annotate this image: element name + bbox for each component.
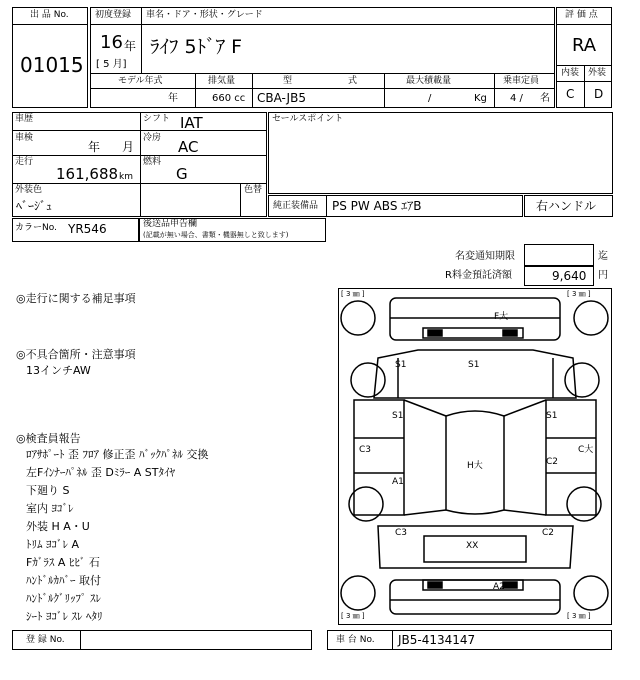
inspection-label: 車検 xyxy=(15,133,34,143)
mileage-value: 161,688 xyxy=(56,165,119,183)
inspector-heading: ◎検査員報告 xyxy=(16,432,81,445)
shift-value: IAT xyxy=(180,114,203,132)
type-label: 型 xyxy=(283,76,293,86)
inspector-line: Fｶﾞﾗｽ A ﾋﾋﾞ 石 xyxy=(26,556,100,569)
inspection-month-unit: 月 xyxy=(122,140,135,154)
car-diagram xyxy=(338,288,612,625)
capacity-value: 4 / xyxy=(510,93,523,104)
car-name-label: 車名・ドア・形状・グレード xyxy=(146,10,263,20)
mark-hood-mid: S1 xyxy=(468,360,480,370)
fuel-label: 燃料 xyxy=(143,157,162,167)
defects-heading: ◎不具合箇所・注意事項 xyxy=(16,348,136,361)
model-year-label: モデル年式 xyxy=(118,76,163,86)
mark-door-left: A1 xyxy=(392,477,404,487)
first-registration-label: 初度登録 xyxy=(95,10,132,20)
mark-rear-bumper: A2 xyxy=(493,582,505,592)
car-name: ﾗｲﾌ 5ﾄﾞｱ F xyxy=(150,36,243,58)
model-code: CBA-JB5 xyxy=(257,91,306,105)
driving-notes-heading: ◎走行に関する補足事項 xyxy=(16,292,136,305)
first-registration-year: 16 xyxy=(100,32,123,53)
mark-hood-left: S1 xyxy=(395,360,407,370)
inspection-year-unit: 年 xyxy=(88,140,101,154)
tire-depth-rl: [ 3 ㎜ ] xyxy=(341,612,365,620)
capacity-label: 乗車定員 xyxy=(503,76,540,86)
recycle-unit: 円 xyxy=(598,270,608,281)
mark-fender-right: S1 xyxy=(546,411,558,421)
exterior-grade: D xyxy=(594,87,604,101)
interior-label: 内装 xyxy=(561,68,580,78)
lot-number-label: 出 品 No. xyxy=(30,10,69,20)
displacement-value: 660 cc xyxy=(212,93,246,104)
wheel-rr xyxy=(574,576,608,610)
model-year-unit: 年 xyxy=(168,93,178,104)
shift-label: シフト xyxy=(143,114,171,124)
max-load-unit: Kg xyxy=(474,93,487,104)
mark-trunk: XX xyxy=(466,541,479,551)
chassis-label: 車 台 No. xyxy=(336,635,375,645)
ac-label: 冷房 xyxy=(143,133,162,143)
capacity-unit: 名 xyxy=(540,93,550,104)
registration-label: 登 録 No. xyxy=(26,635,65,645)
mark-quarter-left: C3 xyxy=(395,528,408,538)
wheel-rl xyxy=(341,576,375,610)
score-label: 評 価 点 xyxy=(565,10,598,20)
tire-depth-fl: [ 3 ㎜ ] xyxy=(341,290,365,298)
score-value: RA xyxy=(572,35,597,56)
postdoc-note: (記載が無い場合、書類・機器無しと致します) xyxy=(143,231,289,239)
mark-door-left-rear: C3 xyxy=(359,445,372,455)
front-bumper xyxy=(390,298,560,340)
defect-line: 13インチAW xyxy=(26,364,91,377)
color-change-label: 色替 xyxy=(244,185,263,195)
exterior-label: 外装 xyxy=(588,68,607,78)
inspector-line: ﾄﾘﾑ ﾖｺﾞﾚ A xyxy=(26,538,80,551)
inspector-line: 下廻り S xyxy=(26,484,70,497)
first-registration-month: [ 5 月] xyxy=(96,59,127,70)
inspector-line: ﾛｱｻﾎﾟｰﾄ 歪 ﾌﾛｱ 修正歪 ﾊﾞｯｸﾊﾟﾈﾙ 交換 xyxy=(26,448,209,461)
history-label: 車歴 xyxy=(15,114,34,124)
color-no-label: カラーNo. xyxy=(15,223,57,233)
max-load-value: / xyxy=(428,93,432,104)
name-change-label: 名変通知期限 xyxy=(455,251,515,262)
fuel-value: G xyxy=(176,165,188,183)
lot-number: 01015 xyxy=(20,53,84,77)
sales-point-box xyxy=(268,112,613,194)
max-load-label: 最大積載量 xyxy=(406,76,452,86)
rear-bumper xyxy=(390,580,560,614)
exterior-color-label: 外装色 xyxy=(15,185,43,195)
recycle-value: 9,640 xyxy=(552,269,587,283)
mark-roof: H大 xyxy=(467,461,483,471)
mark-front-bumper: F大 xyxy=(494,312,509,322)
mileage-label: 走行 xyxy=(15,157,34,167)
name-change-box xyxy=(524,244,594,266)
color-no-value: YR546 xyxy=(68,222,107,236)
inspector-line: ｼｰﾄ ﾖｺﾞﾚ ｽﾚ ﾍﾀﾘ xyxy=(26,610,103,623)
hood xyxy=(374,350,576,398)
sales-point-label: セールスポイント xyxy=(272,114,344,124)
recycle-label: R料金預託済額 xyxy=(445,270,512,281)
chassis-number: JB5-4134147 xyxy=(398,633,476,647)
tire-depth-fr: [ 3 ㎜ ] xyxy=(567,290,591,298)
equipment-value: PS PW ABS ｴｱB xyxy=(332,199,422,213)
ac-value: AC xyxy=(178,138,199,156)
inspector-line: ﾊﾝﾄﾞﾙｶﾊﾞｰ 取付 xyxy=(26,574,101,587)
inspector-line: 外装 H A・U xyxy=(26,520,90,533)
mark-fender-left: S1 xyxy=(392,411,404,421)
postdoc-label: 後送品申告欄 xyxy=(143,219,198,229)
inspector-line: 左Fｲﾝﾅｰﾊﾟﾈﾙ 歪 Dﾐﾗｰ A STﾀｲﾔ xyxy=(26,466,176,479)
steering-value: 右ハンドル xyxy=(536,199,597,213)
displacement-label: 排気量 xyxy=(208,76,236,86)
tire-depth-rr: [ 3 ㎜ ] xyxy=(567,612,591,620)
equipment-label: 純正装備品 xyxy=(273,201,319,211)
wheel-fl xyxy=(341,301,375,335)
wheel-fr xyxy=(574,301,608,335)
mileage-unit: km xyxy=(119,172,133,182)
mark-door-right: C2 xyxy=(546,457,559,467)
inspector-line: ﾊﾝﾄﾞﾙｸﾞﾘｯﾌﾟ ｽﾚ xyxy=(26,592,101,605)
inspector-line: 室内 ﾖｺﾞﾚ xyxy=(26,502,74,515)
name-change-unit: 迄 xyxy=(598,251,608,262)
interior-grade: C xyxy=(566,87,575,101)
year-unit: 年 xyxy=(124,39,137,53)
type-label-2: 式 xyxy=(348,76,358,86)
mark-door-right-edge: C大 xyxy=(578,445,594,455)
mark-quarter-right: C2 xyxy=(542,528,555,538)
exterior-color-value: ﾍﾞｰｼﾞｭ xyxy=(16,199,53,213)
